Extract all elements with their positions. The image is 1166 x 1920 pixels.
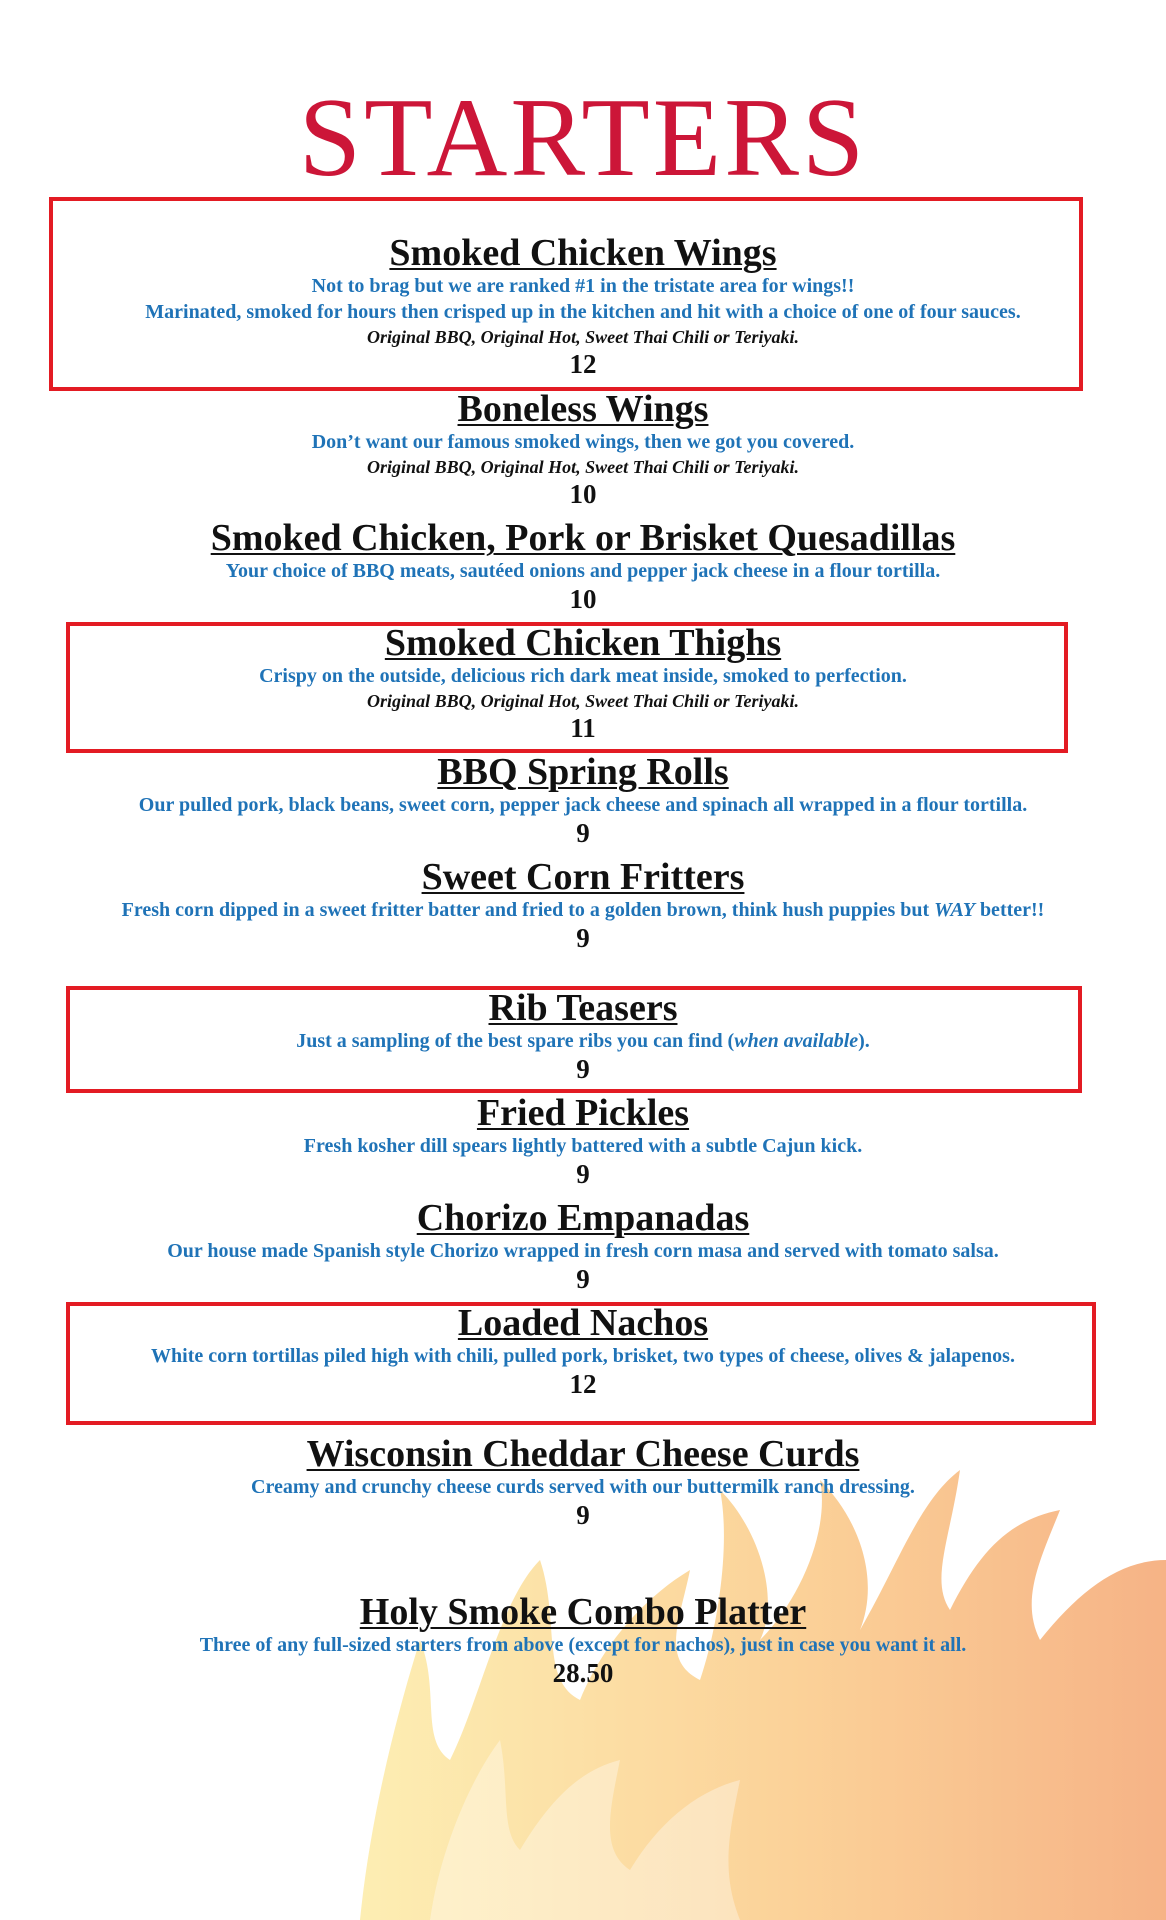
item-description: Marinated, smoked for hours then crisped up in the kitchen and hit with a choice of one of four sauces.	[145, 301, 1021, 323]
item-sauce-options: Original BBQ, Original Hot, Sweet Thai Chili or Teriyaki.	[367, 691, 799, 711]
item-name: BBQ Spring Rolls	[437, 751, 729, 793]
item-name: Smoked Chicken Wings	[389, 232, 777, 274]
item-name: Loaded Nachos	[457, 1302, 709, 1344]
menu-item-rib-teasers	[0, 988, 1166, 1084]
item-price: 12	[569, 349, 597, 379]
item-price: 9	[576, 1500, 590, 1530]
item-description: Your choice of BBQ meats, sautéed onions and pepper jack cheese in a flour tortilla.	[225, 560, 941, 582]
menu-item-chorizo-empanadas	[0, 1198, 1166, 1294]
item-price: 9	[576, 1264, 590, 1294]
item-price: 10	[569, 479, 597, 509]
item-name: Boneless Wings	[457, 388, 709, 430]
item-price: 9	[576, 923, 590, 953]
item-name: Fried Pickles	[476, 1092, 690, 1134]
menu-item-sweet-corn-fritters	[0, 857, 1166, 953]
menu-item-combo-platter	[0, 1592, 1166, 1688]
item-description: Our house made Spanish style Chorizo wrapped in fresh corn masa and served with tomato salsa.	[167, 1240, 999, 1262]
item-description: Our pulled pork, black beans, sweet corn, pepper jack cheese and spinach all wrapped in a flour tortilla.	[138, 794, 1028, 816]
item-sauce-options: Original BBQ, Original Hot, Sweet Thai Chili or Teriyaki.	[367, 327, 799, 347]
item-description: Don’t want our famous smoked wings, then we got you covered.	[311, 431, 855, 453]
item-description: Fresh corn dipped in a sweet fritter batter and fried to a golden brown, think hush puppies but WAY better!!	[121, 899, 1045, 921]
menu-item-fried-pickles	[0, 1093, 1166, 1189]
menu-item-smoked-chicken-wings	[0, 233, 1166, 379]
menu-item-cheese-curds	[0, 1434, 1166, 1530]
item-description: Creamy and crunchy cheese curds served with our buttermilk ranch dressing.	[251, 1476, 915, 1498]
item-description: White corn tortillas piled high with chili, pulled pork, brisket, two types of cheese, olives & jalapenos.	[151, 1345, 1015, 1367]
menu-item-quesadillas	[0, 518, 1166, 614]
page-title: STARTERS	[298, 76, 868, 200]
item-sauce-options: Original BBQ, Original Hot, Sweet Thai Chili or Teriyaki.	[367, 457, 799, 477]
item-name: Rib Teasers	[488, 987, 678, 1029]
item-name: Chorizo Empanadas	[416, 1197, 750, 1239]
item-price: 10	[569, 584, 597, 614]
item-name: Sweet Corn Fritters	[421, 856, 745, 898]
item-name: Smoked Chicken Thighs	[384, 622, 782, 664]
menu-item-bbq-spring-rolls	[0, 752, 1166, 848]
item-price: 9	[576, 1159, 590, 1189]
item-name: Wisconsin Cheddar Cheese Curds	[306, 1433, 860, 1475]
item-price: 9	[576, 1054, 590, 1084]
menu-item-smoked-chicken-thighs	[0, 623, 1166, 743]
item-price: 9	[576, 818, 590, 848]
item-description: Just a sampling of the best spare ribs you can find (when available).	[296, 1030, 870, 1052]
item-price: 12	[569, 1369, 597, 1399]
item-price: 11	[570, 713, 596, 743]
item-price: 28.50	[552, 1658, 614, 1688]
menu-item-boneless-wings	[0, 389, 1166, 509]
menu-item-loaded-nachos	[0, 1303, 1166, 1399]
item-description: Crispy on the outside, delicious rich dark meat inside, smoked to perfection.	[259, 665, 907, 687]
item-description: Not to brag but we are ranked #1 in the tristate area for wings!!	[311, 275, 855, 297]
item-name: Holy Smoke Combo Platter	[359, 1591, 807, 1633]
item-description: Fresh kosher dill spears lightly battered with a subtle Cajun kick.	[303, 1135, 863, 1157]
item-name: Smoked Chicken, Pork or Brisket Quesadillas	[210, 517, 956, 559]
item-description: Three of any full-sized starters from above (except for nachos), just in case you want it all.	[199, 1634, 967, 1656]
